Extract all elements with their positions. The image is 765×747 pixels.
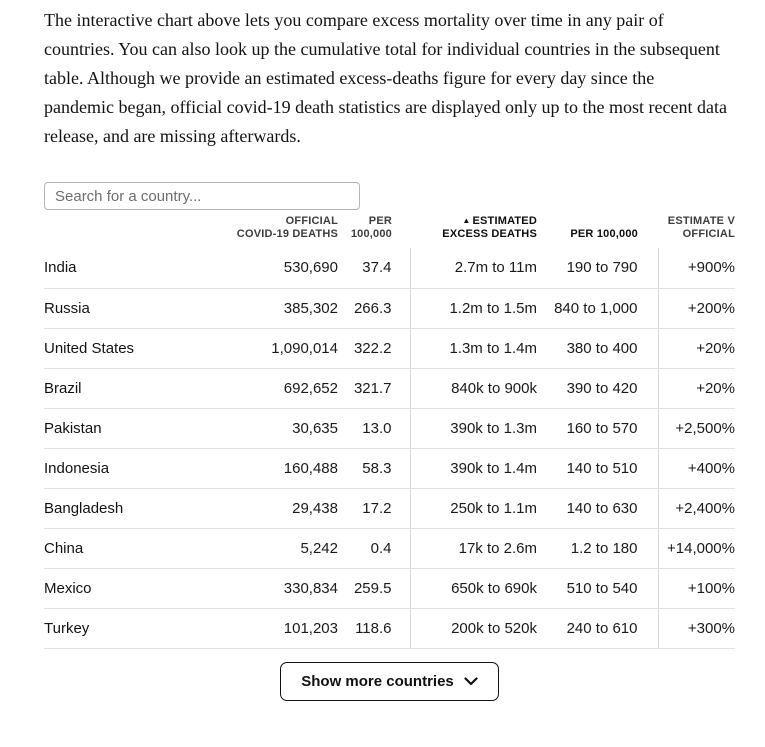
show-more-countries-button[interactable] bbox=[280, 662, 499, 701]
estimated-per-100k-cell: 240 to 610 bbox=[537, 608, 658, 648]
per-100k-cell: 322.2 bbox=[338, 328, 410, 368]
estimate-v-official-cell: +400% bbox=[658, 448, 735, 488]
country-cell: Indonesia bbox=[44, 448, 214, 488]
official-deaths-cell: 692,652 bbox=[214, 368, 338, 408]
per-100k-cell: 17.2 bbox=[338, 488, 410, 528]
per-100k-cell: 37.4 bbox=[338, 248, 410, 288]
header-line: 100,000 bbox=[350, 228, 392, 240]
per-100k-cell: 266.3 bbox=[338, 288, 410, 328]
header-line: ESTIMATE V bbox=[667, 215, 735, 227]
sort-ascending-icon: ▲ bbox=[462, 216, 471, 225]
header-line: COVID-19 DEATHS bbox=[236, 228, 338, 240]
estimated-excess-deaths-cell: 250k to 1.1m bbox=[410, 488, 537, 528]
official-deaths-cell: 385,302 bbox=[214, 288, 338, 328]
table-row bbox=[44, 288, 735, 328]
country-cell: Mexico bbox=[44, 568, 214, 608]
official-deaths-cell: 29,438 bbox=[214, 488, 338, 528]
estimated-per-100k-cell: 380 to 400 bbox=[537, 328, 658, 368]
search-input[interactable] bbox=[44, 182, 360, 210]
header-line: EXCESS DEATHS bbox=[442, 228, 537, 240]
estimate-v-official-cell: +900% bbox=[658, 248, 735, 288]
per-100k-cell: 13.0 bbox=[338, 408, 410, 448]
estimated-excess-deaths-cell: 840k to 900k bbox=[410, 368, 537, 408]
country-cell: China bbox=[44, 528, 214, 568]
estimated-per-100k-cell: 160 to 570 bbox=[537, 408, 658, 448]
estimate-v-official-cell: +2,400% bbox=[658, 488, 735, 528]
per-100k-cell: 259.5 bbox=[338, 568, 410, 608]
estimated-per-100k-cell: 140 to 630 bbox=[537, 488, 658, 528]
header-line: PER bbox=[368, 215, 392, 227]
per-100k-cell: 0.4 bbox=[338, 528, 410, 568]
column-header-official-per-100k[interactable] bbox=[338, 215, 410, 248]
table-row bbox=[44, 248, 735, 288]
table-row bbox=[44, 528, 735, 568]
per-100k-cell: 58.3 bbox=[338, 448, 410, 488]
table-row bbox=[44, 488, 735, 528]
estimated-per-100k-cell: 1.2 to 180 bbox=[537, 528, 658, 568]
chevron-down-icon bbox=[464, 677, 478, 686]
estimated-excess-deaths-cell: 1.3m to 1.4m bbox=[410, 328, 537, 368]
table-row bbox=[44, 608, 735, 648]
table-row bbox=[44, 408, 735, 448]
intro-paragraph: The interactive chart above lets you compare excess mortality over time in any pair of countries. You can also look up the cumulative total for individual countries in the subsequent table. Although we provide an estimated excess-deaths figure for every day since the pandemic began, official covid-19 death statistics are displayed only up to the most recent data release, and are missing afterwards. bbox=[44, 10, 727, 146]
estimate-v-official-cell: +2,500% bbox=[658, 408, 735, 448]
estimate-v-official-cell: +20% bbox=[658, 328, 735, 368]
estimated-excess-deaths-cell: 390k to 1.3m bbox=[410, 408, 537, 448]
column-header-estimate-v-official[interactable] bbox=[658, 215, 735, 248]
estimated-per-100k-cell: 390 to 420 bbox=[537, 368, 658, 408]
estimated-per-100k-cell: 840 to 1,000 bbox=[537, 288, 658, 328]
table-row bbox=[44, 328, 735, 368]
column-header-country bbox=[44, 215, 214, 248]
header-line: ESTIMATED bbox=[472, 215, 537, 227]
country-cell: Bangladesh bbox=[44, 488, 214, 528]
per-100k-cell: 321.7 bbox=[338, 368, 410, 408]
table-row bbox=[44, 448, 735, 488]
country-cell: Brazil bbox=[44, 368, 214, 408]
official-deaths-cell: 5,242 bbox=[214, 528, 338, 568]
per-100k-cell: 118.6 bbox=[338, 608, 410, 648]
estimated-excess-deaths-cell: 2.7m to 11m bbox=[410, 248, 537, 288]
official-deaths-cell: 1,090,014 bbox=[214, 328, 338, 368]
show-more-label: Show more countries bbox=[301, 672, 454, 690]
official-deaths-cell: 101,203 bbox=[214, 608, 338, 648]
estimated-per-100k-cell: 140 to 510 bbox=[537, 448, 658, 488]
table-row bbox=[44, 568, 735, 608]
estimated-excess-deaths-cell: 200k to 520k bbox=[410, 608, 537, 648]
official-deaths-cell: 330,834 bbox=[214, 568, 338, 608]
column-header-official-deaths[interactable] bbox=[214, 215, 338, 248]
estimated-excess-deaths-cell: 1.2m to 1.5m bbox=[410, 288, 537, 328]
column-header-estimated-per-100k[interactable] bbox=[537, 215, 658, 248]
header-line: OFFICIAL bbox=[285, 215, 338, 227]
header-line: OFFICIAL bbox=[682, 228, 735, 240]
table-row bbox=[44, 368, 735, 408]
column-header-estimated-excess-deaths[interactable] bbox=[410, 215, 537, 248]
country-cell: Pakistan bbox=[44, 408, 214, 448]
country-cell: Russia bbox=[44, 288, 214, 328]
estimate-v-official-cell: +14,000% bbox=[658, 528, 735, 568]
table-header bbox=[44, 215, 735, 248]
estimated-excess-deaths-cell: 17k to 2.6m bbox=[410, 528, 537, 568]
estimate-v-official-cell: +200% bbox=[658, 288, 735, 328]
estimate-v-official-cell: +100% bbox=[658, 568, 735, 608]
official-deaths-cell: 530,690 bbox=[214, 248, 338, 288]
estimated-per-100k-cell: 510 to 540 bbox=[537, 568, 658, 608]
country-cell: United States bbox=[44, 328, 214, 368]
estimate-v-official-cell: +20% bbox=[658, 368, 735, 408]
estimated-excess-deaths-cell: 390k to 1.4m bbox=[410, 448, 537, 488]
table-body bbox=[44, 248, 735, 648]
search-container bbox=[44, 182, 735, 210]
header-line: PER 100,000 bbox=[570, 228, 638, 240]
official-deaths-cell: 160,488 bbox=[214, 448, 338, 488]
excess-deaths-table bbox=[44, 215, 735, 649]
show-more-container bbox=[44, 662, 735, 701]
country-cell: Turkey bbox=[44, 608, 214, 648]
estimate-v-official-cell: +300% bbox=[658, 608, 735, 648]
estimated-excess-deaths-cell: 650k to 690k bbox=[410, 568, 537, 608]
estimated-per-100k-cell: 190 to 790 bbox=[537, 248, 658, 288]
country-cell: India bbox=[44, 248, 214, 288]
official-deaths-cell: 30,635 bbox=[214, 408, 338, 448]
